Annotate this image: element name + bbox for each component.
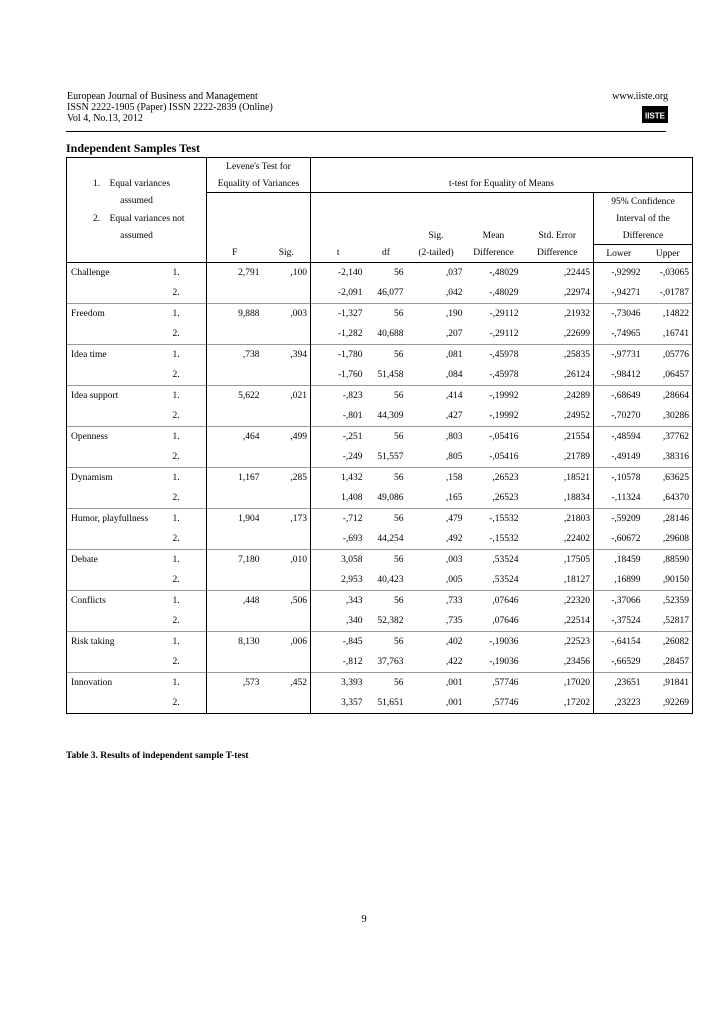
- table-row: [67, 283, 693, 304]
- levene-sig: [263, 283, 311, 304]
- ci-lower: -,66529: [594, 652, 644, 673]
- std-error-difference: ,18521: [522, 468, 594, 489]
- ci-upper: ,90150: [644, 570, 693, 591]
- legend-item-1: [67, 175, 207, 193]
- variance-assumption: 1.: [170, 468, 207, 489]
- mean-difference: ,57746: [466, 673, 522, 694]
- ci-lower: -,64154: [594, 632, 644, 653]
- variance-assumption: 1.: [170, 427, 207, 448]
- header-rule: [66, 131, 666, 132]
- ci-heading-3: Difference: [594, 227, 693, 245]
- f-value: [207, 570, 263, 591]
- levene-sig: [263, 406, 311, 427]
- ci-upper: ,14822: [644, 304, 693, 325]
- ci-lower: ,23651: [594, 673, 644, 694]
- column-header-row: [67, 245, 693, 263]
- variance-assumption: 2.: [172, 575, 180, 585]
- ci-lower: -,59209: [594, 509, 644, 530]
- col-df: df: [366, 245, 407, 263]
- variance-assumption: 2.: [172, 288, 180, 298]
- f-value: [207, 488, 263, 509]
- std-error-difference: ,22974: [563, 288, 590, 298]
- sig-2tailed: ,207: [445, 329, 463, 339]
- mean-difference: ,26523: [466, 468, 522, 489]
- mean-difference: -,29112: [466, 304, 522, 325]
- std-error-difference: ,24289: [522, 386, 594, 407]
- levene-sig: [263, 488, 311, 509]
- df-value: 51,458: [377, 370, 404, 380]
- table-row: [67, 509, 693, 530]
- f-value: 1,904: [207, 509, 263, 530]
- ci-upper: -,03065: [644, 263, 693, 284]
- std-error-difference: ,22699: [563, 329, 590, 339]
- std-error-difference: ,18834: [563, 493, 590, 503]
- df-value: 56: [366, 673, 407, 694]
- df-value: 56: [366, 468, 407, 489]
- sig-2tailed: ,001: [407, 673, 466, 694]
- variable-name: Challenge: [67, 263, 170, 284]
- journal-name: European Journal of Business and Management: [67, 91, 258, 102]
- ci-upper: ,16741: [644, 324, 693, 345]
- ci-lower: -,73046: [594, 304, 644, 325]
- df-value: 40,423: [377, 575, 404, 585]
- variable-name: Debate: [67, 550, 170, 571]
- table-row: [67, 693, 693, 714]
- df-value: 56: [366, 345, 407, 366]
- f-value: [207, 447, 263, 468]
- variance-assumption: 1.: [170, 345, 207, 366]
- f-value: [207, 652, 263, 673]
- t-value: 2,953: [311, 570, 366, 591]
- variance-assumption: 2.: [172, 493, 180, 503]
- col-sig-2tailed: (2-tailed): [407, 245, 466, 263]
- ci-upper: ,05776: [644, 345, 693, 366]
- mean-difference: -,48029: [489, 288, 519, 298]
- t-value: -,845: [311, 632, 366, 653]
- levene-sig: ,173: [263, 509, 311, 530]
- col-levene-sig: Sig.: [263, 245, 311, 263]
- col-upper: Upper: [644, 245, 693, 263]
- t-value: -,823: [311, 386, 366, 407]
- f-value: ,738: [207, 345, 263, 366]
- levene-sig: ,285: [263, 468, 311, 489]
- variance-assumption: 1.: [170, 632, 207, 653]
- ci-upper: ,29608: [644, 529, 693, 550]
- table-caption: Table 3. Results of independent sample T-test: [66, 751, 249, 761]
- ci-lower: -,74965: [594, 324, 644, 345]
- mean-difference: ,07646: [492, 616, 519, 626]
- levene-sig: [263, 652, 311, 673]
- df-value: 40,688: [377, 329, 404, 339]
- table-row: [67, 427, 693, 448]
- table-row: [67, 591, 693, 612]
- df-value: 56: [366, 427, 407, 448]
- ci-upper: ,26082: [644, 632, 693, 653]
- variance-assumption: 1.: [170, 263, 207, 284]
- ci-upper: ,92269: [644, 693, 693, 714]
- mean-difference: -,15532: [489, 534, 519, 544]
- ci-heading-1: 95% Confidence: [594, 193, 693, 211]
- df-value: 52,382: [377, 616, 404, 626]
- sig-2tailed: ,492: [445, 534, 463, 544]
- ci-lower: ,16899: [594, 570, 644, 591]
- variable-name: Risk taking: [67, 632, 170, 653]
- f-value: [207, 406, 263, 427]
- t-value: -,693: [311, 529, 366, 550]
- t-value: 3,393: [311, 673, 366, 694]
- iiste-logo: [642, 103, 668, 125]
- t-value: -2,091: [311, 283, 366, 304]
- t-value: 3,357: [311, 693, 366, 714]
- mean-difference: ,26523: [492, 493, 519, 503]
- df-value: 51,557: [377, 452, 404, 462]
- col-f: F: [207, 245, 263, 263]
- ci-lower: -,37524: [594, 611, 644, 632]
- levene-sig: [263, 447, 311, 468]
- ci-upper: ,06457: [644, 365, 693, 386]
- t-value: -1,282: [311, 324, 366, 345]
- table-row: [67, 611, 693, 632]
- variance-assumption: 2.: [172, 616, 180, 626]
- levene-sig: [263, 693, 311, 714]
- table-row: [67, 570, 693, 591]
- ci-lower: -,11324: [594, 488, 644, 509]
- f-value: 7,180: [207, 550, 263, 571]
- std-error-difference: ,17202: [522, 693, 594, 714]
- mean-difference: -,29112: [489, 329, 519, 339]
- std-error-difference: ,21554: [522, 427, 594, 448]
- ci-upper: ,64370: [644, 488, 693, 509]
- f-value: 2,791: [207, 263, 263, 284]
- f-value: 5,622: [207, 386, 263, 407]
- ci-upper: ,38316: [644, 447, 693, 468]
- std-error-difference: ,17020: [522, 673, 594, 694]
- legend-item-2-text: Equal variances not: [109, 213, 185, 224]
- mean-difference: -,45978: [466, 345, 522, 366]
- variance-assumption: 2.: [172, 411, 180, 421]
- std-error-difference: ,22523: [522, 632, 594, 653]
- f-value: [207, 529, 263, 550]
- table-row: [67, 304, 693, 325]
- header-row-5: [67, 227, 693, 245]
- levene-sig: [263, 365, 311, 386]
- df-value: 56: [366, 304, 407, 325]
- ci-upper: ,88590: [644, 550, 693, 571]
- std-error-difference: ,25835: [522, 345, 594, 366]
- df-value: 56: [366, 632, 407, 653]
- levene-sig: ,452: [263, 673, 311, 694]
- table-row: [67, 488, 693, 509]
- legend-item-1-text2: assumed: [67, 193, 207, 211]
- legend-item-1-num: 1.: [93, 178, 101, 189]
- variable-name: Idea support: [67, 386, 170, 407]
- ci-upper: ,28457: [644, 652, 693, 673]
- sig-2tailed: ,084: [445, 370, 463, 380]
- sig-2tailed: ,427: [445, 411, 463, 421]
- t-value: -1,760: [311, 365, 366, 386]
- ci-lower: -,97731: [594, 345, 644, 366]
- levene-heading-2: Equality of Variances: [207, 175, 311, 193]
- ci-upper: ,37762: [644, 427, 693, 448]
- legend-item-2-num: 2.: [93, 213, 101, 224]
- levene-sig: [263, 570, 311, 591]
- ci-lower: -,48594: [594, 427, 644, 448]
- f-value: ,448: [207, 591, 263, 612]
- std-error-difference: ,21803: [522, 509, 594, 530]
- ci-lower: -,98412: [594, 365, 644, 386]
- journal-website[interactable]: www.iiste.org: [612, 91, 668, 102]
- levene-sig: [263, 529, 311, 550]
- table-row: [67, 632, 693, 653]
- sig-2tailed: ,003: [407, 550, 466, 571]
- mean-heading-top: Mean: [482, 230, 505, 241]
- variance-assumption: 1.: [170, 509, 207, 530]
- col-lower: Lower: [594, 245, 644, 263]
- std-error-difference: ,26124: [563, 370, 590, 380]
- variable-name: Dynamism: [67, 468, 170, 489]
- ci-heading-2: Interval of the: [594, 210, 693, 227]
- f-value: [207, 365, 263, 386]
- ci-lower: ,23223: [594, 693, 644, 714]
- table-row: [67, 386, 693, 407]
- levene-sig: ,010: [263, 550, 311, 571]
- mean-difference: ,07646: [466, 591, 522, 612]
- df-value: 56: [366, 263, 407, 284]
- sig-heading-top: Sig.: [428, 230, 444, 241]
- ci-lower: -,49149: [594, 447, 644, 468]
- mean-difference: -,15532: [466, 509, 522, 530]
- header-row-2: [67, 175, 693, 193]
- t-value: -,251: [311, 427, 366, 448]
- levene-heading-1: Levene's Test for: [207, 158, 311, 176]
- f-value: [207, 693, 263, 714]
- table-row: [67, 652, 693, 673]
- t-value: 1,408: [311, 488, 366, 509]
- variance-assumption: 2.: [172, 370, 180, 380]
- f-value: [207, 283, 263, 304]
- mean-difference: -,05416: [466, 427, 522, 448]
- variance-assumption: 2.: [172, 657, 180, 667]
- t-value: -2,140: [311, 263, 366, 284]
- volume-line: Vol 4, No.13, 2012: [67, 113, 143, 124]
- sig-2tailed: ,158: [407, 468, 466, 489]
- mean-difference: -,19992: [489, 411, 519, 421]
- mean-difference: -,05416: [489, 452, 519, 462]
- table-row: [67, 447, 693, 468]
- sig-2tailed: ,479: [407, 509, 466, 530]
- t-value: -,249: [311, 447, 366, 468]
- sig-2tailed: ,735: [445, 616, 463, 626]
- col-t: t: [311, 245, 366, 263]
- table-row: [67, 468, 693, 489]
- ci-upper: ,28664: [644, 386, 693, 407]
- col-mean-difference: Difference: [466, 245, 522, 263]
- page-number: 9: [361, 913, 367, 925]
- table-title: Independent Samples Test: [66, 141, 201, 155]
- mean-difference: -,45978: [489, 370, 519, 380]
- df-value: 44,309: [377, 411, 404, 421]
- f-value: [207, 324, 263, 345]
- sig-2tailed: ,733: [407, 591, 466, 612]
- ci-upper: -,01787: [644, 283, 693, 304]
- sig-2tailed: ,081: [407, 345, 466, 366]
- df-value: 56: [366, 509, 407, 530]
- std-error-difference: ,22514: [563, 616, 590, 626]
- df-value: 37,763: [377, 657, 404, 667]
- sig-2tailed: ,042: [445, 288, 463, 298]
- std-error-difference: ,18127: [563, 575, 590, 585]
- ci-lower: -,60672: [594, 529, 644, 550]
- variable-name: Freedom: [67, 304, 170, 325]
- mean-difference: -,19036: [466, 632, 522, 653]
- levene-sig: ,021: [263, 386, 311, 407]
- f-value: ,573: [207, 673, 263, 694]
- t-value: ,343: [311, 591, 366, 612]
- table-body: [67, 158, 693, 714]
- df-value: 44,254: [377, 534, 404, 544]
- variable-name: Conflicts: [67, 591, 170, 612]
- ci-upper: ,28146: [644, 509, 693, 530]
- ci-lower: -,10578: [594, 468, 644, 489]
- std-error-difference: ,21789: [563, 452, 590, 462]
- levene-sig: ,006: [263, 632, 311, 653]
- levene-sig: ,003: [263, 304, 311, 325]
- variable-name: Openness: [67, 427, 170, 448]
- table-row: [67, 550, 693, 571]
- sig-2tailed: ,005: [445, 575, 463, 585]
- ttest-heading: t-test for Equality of Means: [311, 175, 693, 193]
- df-value: 56: [366, 550, 407, 571]
- std-error-difference: ,21932: [522, 304, 594, 325]
- legend-item-2: [67, 210, 207, 227]
- sig-2tailed: ,805: [445, 452, 463, 462]
- variance-assumption: 2.: [172, 452, 180, 462]
- std-error-difference: ,22320: [522, 591, 594, 612]
- sig-2tailed: ,803: [407, 427, 466, 448]
- std-error-difference: ,22402: [563, 534, 590, 544]
- sig-2tailed: ,037: [407, 263, 466, 284]
- t-value: -,712: [311, 509, 366, 530]
- independent-samples-test-table: [66, 157, 693, 714]
- ci-upper: ,63625: [644, 468, 693, 489]
- issn-line: ISSN 2222-1905 (Paper) ISSN 2222-2839 (Online): [67, 102, 273, 113]
- t-value: 1,432: [311, 468, 366, 489]
- ci-lower: -,94271: [594, 283, 644, 304]
- header-row-1: [67, 158, 693, 176]
- legend-item-1-text: Equal variances: [109, 178, 171, 189]
- table-row: [67, 365, 693, 386]
- f-value: 9,888: [207, 304, 263, 325]
- f-value: 8,130: [207, 632, 263, 653]
- std-error-heading-top: Std. Error: [538, 230, 576, 241]
- variable-name: Innovation: [67, 673, 170, 694]
- variable-name: Idea time: [67, 345, 170, 366]
- table-row: [67, 673, 693, 694]
- levene-sig: [263, 611, 311, 632]
- df-value: 56: [366, 386, 407, 407]
- variance-assumption: 1.: [170, 304, 207, 325]
- levene-sig: ,100: [263, 263, 311, 284]
- header-row-3: [67, 193, 693, 211]
- header-row-4: [67, 210, 693, 227]
- sig-2tailed: ,165: [445, 493, 463, 503]
- mean-difference: ,57746: [466, 693, 522, 714]
- sig-2tailed: ,402: [407, 632, 466, 653]
- ci-lower: ,18459: [594, 550, 644, 571]
- t-value: -1,780: [311, 345, 366, 366]
- variance-assumption: 1.: [170, 386, 207, 407]
- ci-upper: ,30286: [644, 406, 693, 427]
- sig-2tailed: ,422: [445, 657, 463, 667]
- levene-sig: [263, 324, 311, 345]
- t-value: 3,058: [311, 550, 366, 571]
- ci-lower: -,68649: [594, 386, 644, 407]
- ci-lower: -,37066: [594, 591, 644, 612]
- mean-difference: -,48029: [466, 263, 522, 284]
- std-error-difference: ,22445: [522, 263, 594, 284]
- sig-2tailed: ,001: [407, 693, 466, 714]
- variance-assumption: 2.: [170, 693, 207, 714]
- variance-assumption: 1.: [170, 550, 207, 571]
- t-value: -,812: [311, 652, 366, 673]
- variance-assumption: 2.: [172, 329, 180, 339]
- std-error-difference: ,24952: [563, 411, 590, 421]
- legend-item-2-text2: assumed: [67, 227, 207, 245]
- levene-sig: ,499: [263, 427, 311, 448]
- table-row: [67, 324, 693, 345]
- levene-sig: ,394: [263, 345, 311, 366]
- svg-text:IISTE: IISTE: [644, 111, 666, 121]
- mean-difference: ,53524: [492, 575, 519, 585]
- table-row: [67, 406, 693, 427]
- variance-assumption: 2.: [172, 534, 180, 544]
- df-value: 51,651: [366, 693, 407, 714]
- f-value: [207, 611, 263, 632]
- table-row: [67, 529, 693, 550]
- t-value: -,801: [311, 406, 366, 427]
- sig-2tailed: ,190: [407, 304, 466, 325]
- col-std-error-difference: Difference: [522, 245, 594, 263]
- f-value: 1,167: [207, 468, 263, 489]
- std-error-difference: ,23456: [563, 657, 590, 667]
- sig-2tailed: ,414: [407, 386, 466, 407]
- df-value: 56: [366, 591, 407, 612]
- ci-upper: ,91841: [644, 673, 693, 694]
- ci-upper: ,52359: [644, 591, 693, 612]
- std-error-difference: ,17505: [522, 550, 594, 571]
- table-row: [67, 345, 693, 366]
- df-value: 49,086: [377, 493, 404, 503]
- mean-difference: -,19992: [466, 386, 522, 407]
- mean-difference: -,19036: [489, 657, 519, 667]
- t-value: ,340: [311, 611, 366, 632]
- variance-assumption: 1.: [170, 591, 207, 612]
- t-value: -1,327: [311, 304, 366, 325]
- ci-lower: -,70270: [594, 406, 644, 427]
- table-row: [67, 263, 693, 284]
- ci-upper: ,52817: [644, 611, 693, 632]
- levene-sig: ,506: [263, 591, 311, 612]
- ci-lower: -,92992: [594, 263, 644, 284]
- df-value: 46,077: [377, 288, 404, 298]
- variable-name: Humor, playfullness: [67, 509, 170, 530]
- variance-assumption: 1.: [170, 673, 207, 694]
- mean-difference: ,53524: [466, 550, 522, 571]
- f-value: ,464: [207, 427, 263, 448]
